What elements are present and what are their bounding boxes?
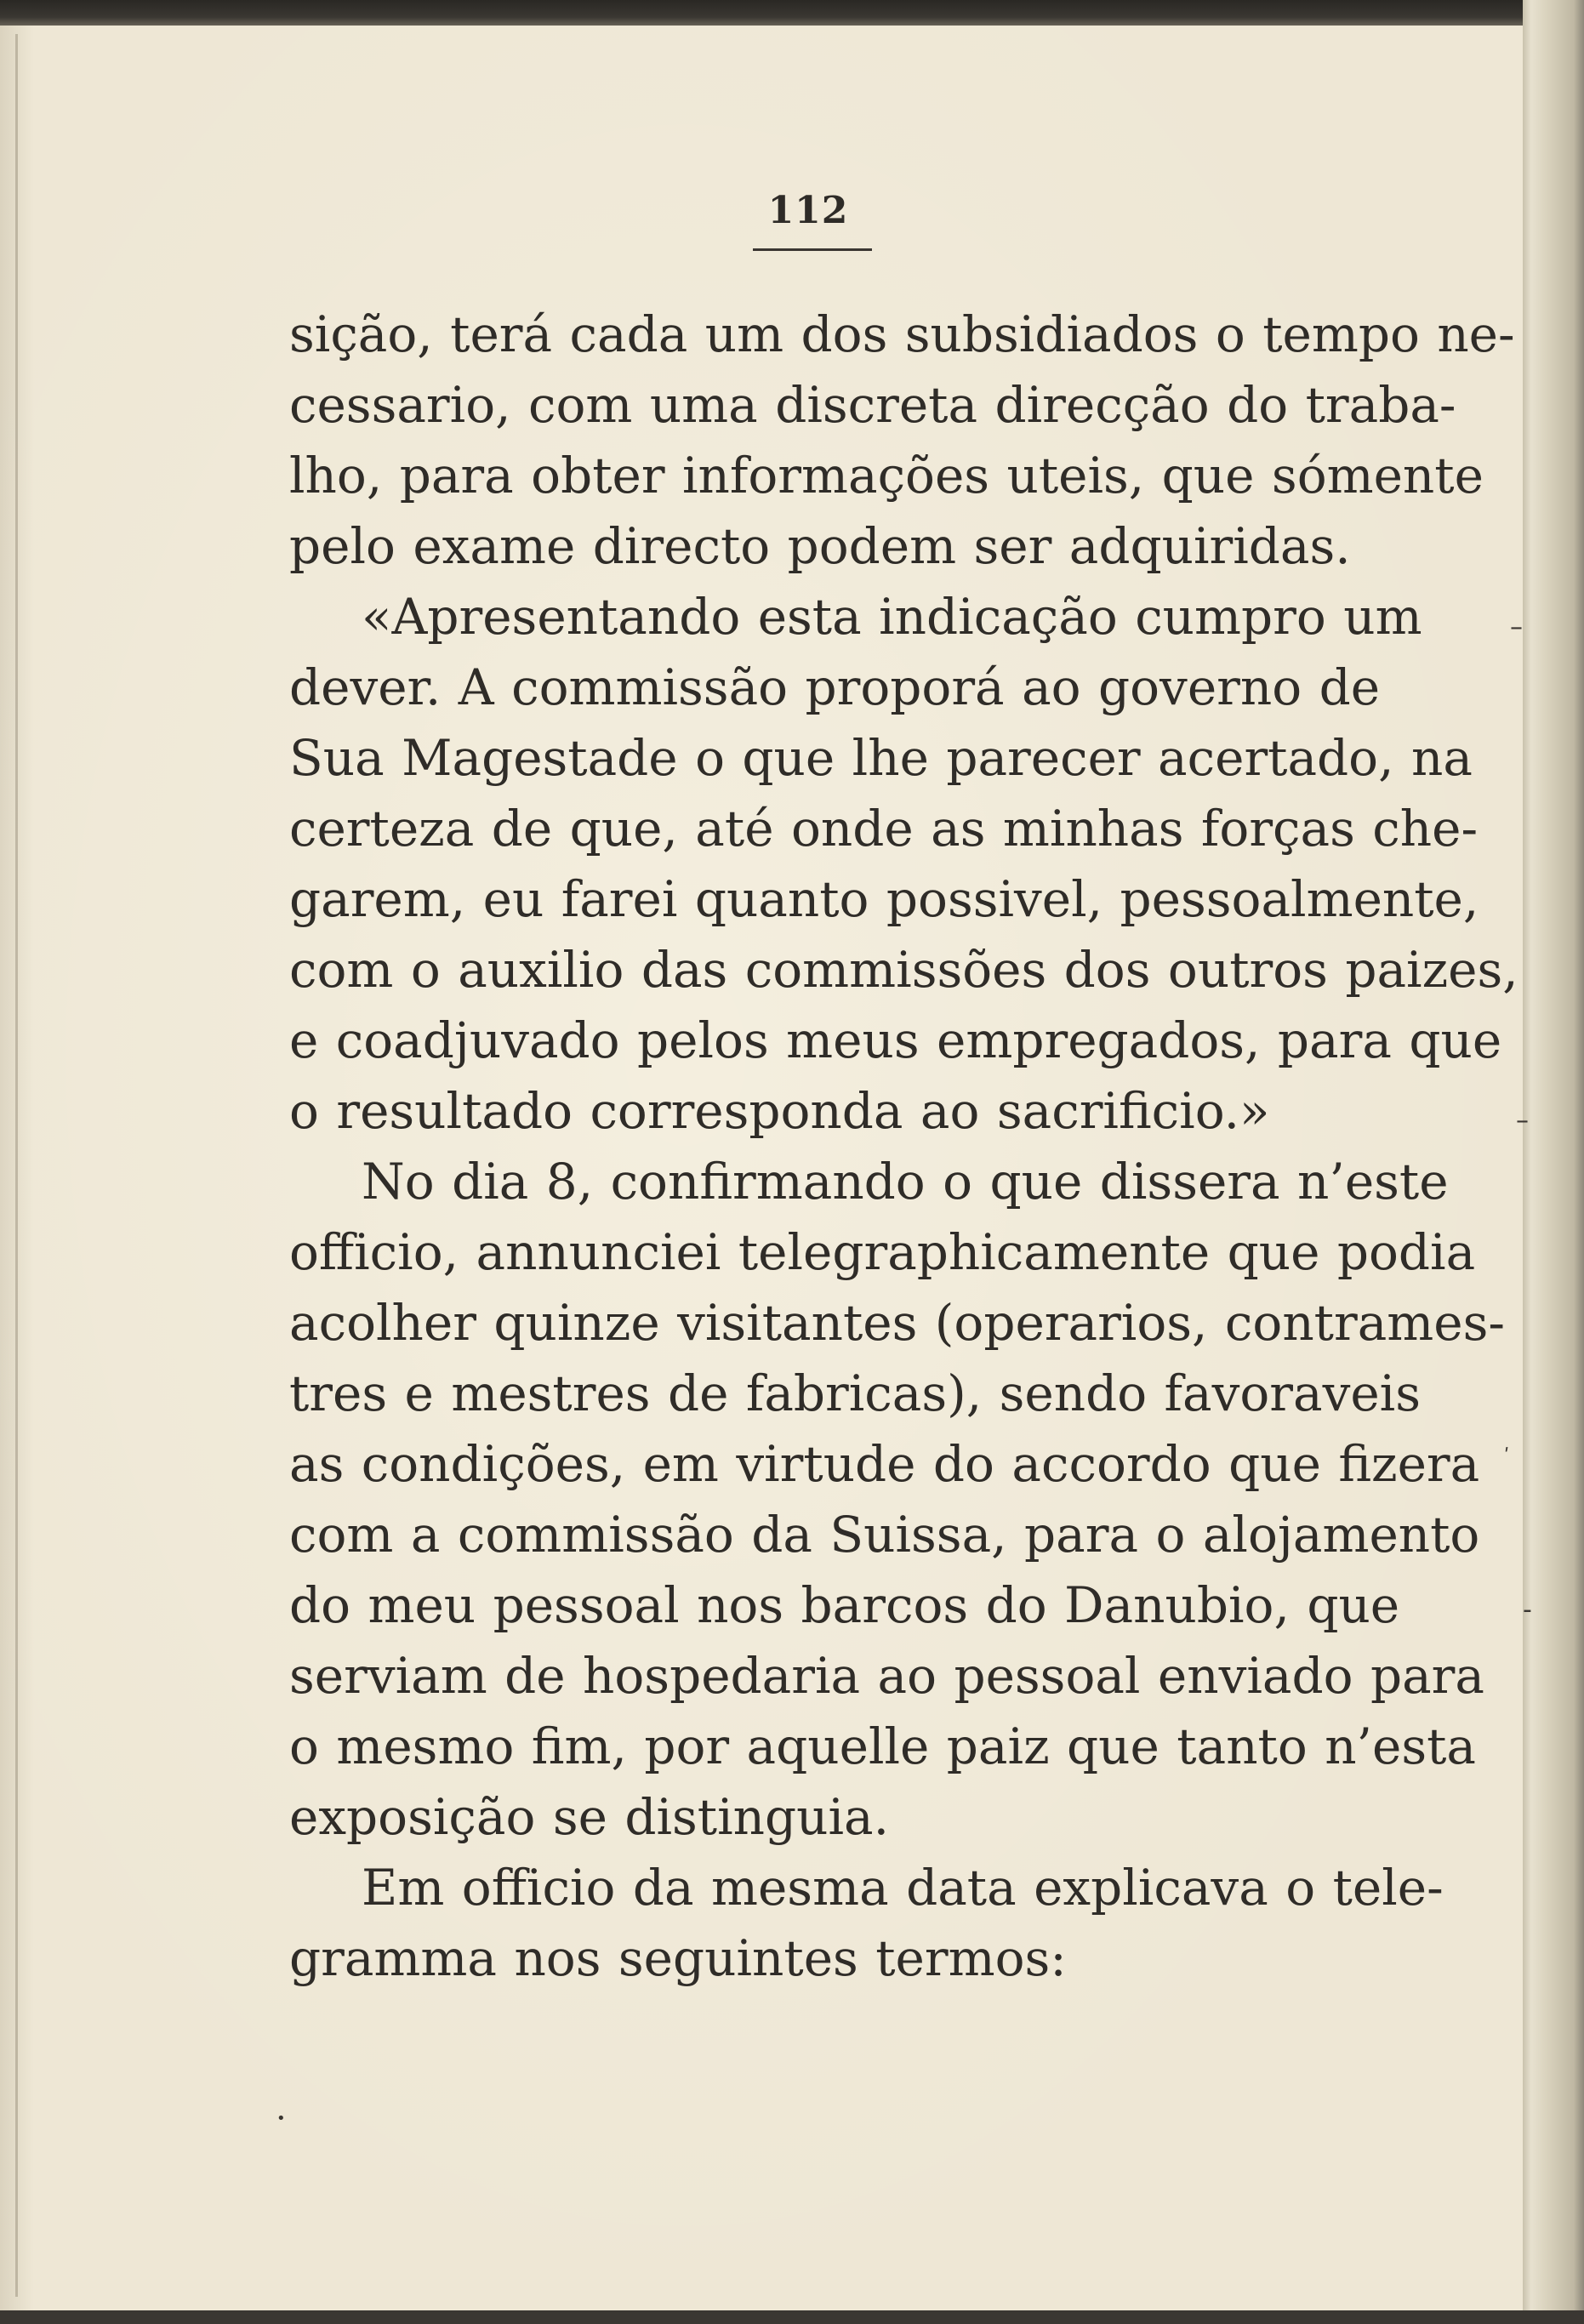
text-line: Em officio da mesma data explicava o tele- xyxy=(362,1859,1444,1917)
page-number-rule xyxy=(753,248,872,251)
text-line: Sua Magestade o que lhe parecer acertado, na xyxy=(289,729,1473,787)
margin-mark: • xyxy=(276,2110,286,2127)
text-line: acolher quinze visitantes (operarios, contrames- xyxy=(289,1294,1505,1352)
book-fore-edge xyxy=(1523,0,1584,2324)
text-line: serviam de hospedaria ao pessoal enviado para xyxy=(289,1647,1484,1705)
text-line: com a commissão da Suissa, para o alojamento xyxy=(289,1506,1480,1564)
text-line: tres e mestres de fabricas), sendo favoraveis xyxy=(289,1364,1421,1422)
text-line: exposição se distinguia. xyxy=(289,1788,890,1846)
text-line: e coadjuvado pelos meus empregados, para que xyxy=(289,1011,1502,1069)
text-line: as condições, em virtude do accordo que fizera xyxy=(289,1435,1480,1493)
text-line: com o auxilio das commissões dos outros paizes, xyxy=(289,941,1518,999)
margin-mark: – xyxy=(1510,612,1523,642)
body-text xyxy=(289,299,1518,1994)
text-line: sição, terá cada um dos subsidiados o tempo ne- xyxy=(289,305,1515,363)
text-line: gramma nos seguintes termos: xyxy=(289,1929,1067,1987)
margin-mark: - xyxy=(1523,1595,1532,1625)
book-bottom-edge xyxy=(0,2310,1584,2324)
text-line: «Apresentando esta indicação cumpro um xyxy=(362,588,1422,646)
text-line: pelo exame directo podem ser adquiridas. xyxy=(289,517,1351,575)
margin-mark: ʹ xyxy=(1504,1446,1510,1467)
margin-mark: – xyxy=(1516,1106,1529,1136)
text-line: No dia 8, confirmando o que dissera n’este xyxy=(362,1153,1449,1210)
book-top-edge xyxy=(0,0,1584,27)
text-line: cessario, com uma discreta direcção do traba- xyxy=(289,376,1456,434)
text-line: lho, para obter informações uteis, que sómente xyxy=(289,447,1484,504)
text-line: officio, annunciei telegraphicamente que podia xyxy=(289,1223,1476,1281)
text-line: garem, eu farei quanto possivel, pessoalmente, xyxy=(289,870,1479,928)
page-number: 112 xyxy=(767,189,849,232)
text-line: certeza de que, até onde as minhas forças che- xyxy=(289,800,1479,857)
text-line: dever. A commissão proporá ao governo de xyxy=(289,658,1381,716)
gutter-shadow xyxy=(15,34,18,2297)
text-line: do meu pessoal nos barcos do Danubio, que xyxy=(289,1576,1400,1634)
text-line: o mesmo fim, por aquelle paiz que tanto n’esta xyxy=(289,1717,1476,1775)
text-line: o resultado corresponda ao sacrificio.» xyxy=(289,1082,1270,1140)
